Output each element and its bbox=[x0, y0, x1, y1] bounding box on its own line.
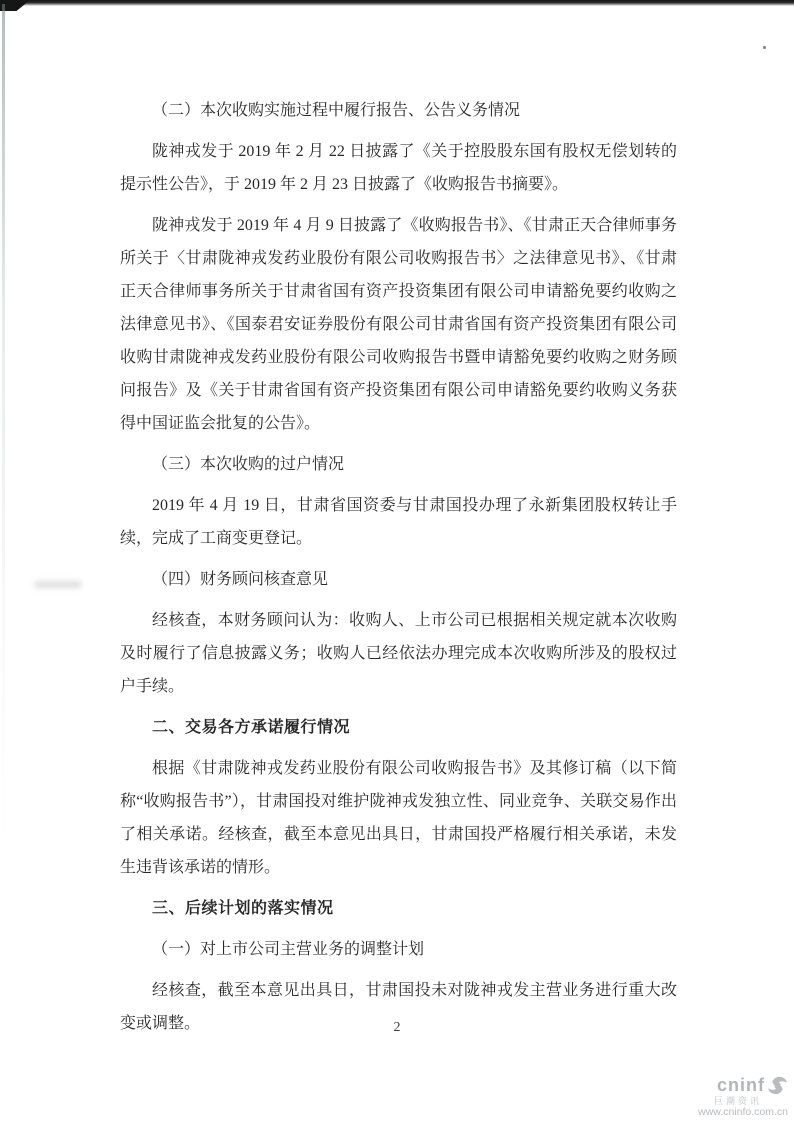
section-heading-1: （一）对上市公司主营业务的调整计划 bbox=[152, 941, 425, 958]
page-number: 2 bbox=[393, 1020, 401, 1035]
chapter-heading-3: 三、后续计划的落实情况 bbox=[152, 900, 334, 917]
cninfo-brand-chinese: 巨潮资讯 bbox=[713, 1096, 762, 1106]
scan-top-edge bbox=[0, 0, 794, 6]
paragraph: 2019 年 4 月 19 日，甘肃省国资委与甘肃国投办理了永新集团股权转让手续，完成了工商变更登记。 bbox=[120, 497, 677, 547]
paragraph: 根据《甘肃陇神戎发药业股份有限公司收购报告书》及其修订稿（以下简称“收购报告书”），甘肃国投对维护陇神戎发独立性、同业竞争、关联交易作出了相关承诺。经核查，截至本意见出具日，甘肃国投严格履行相关承诺，未发生违背该承诺的情形。 bbox=[120, 760, 677, 876]
cninfo-swirl-icon bbox=[767, 1075, 788, 1096]
cninfo-url: www.cninfo.com.cn bbox=[698, 1106, 788, 1119]
paragraph: 陇神戎发于 2019 年 4 月 9 日披露了《收购报告书》、《甘肃正天合律师事务所关于〈甘肃陇神戎发药业股份有限公司收购报告书〉之法律意见书》、《甘肃正天合律师事务所关于甘肃省国有资产投资集团有限公司申请豁免要约收购之法律意见书》、《国泰君安证券股份有限公司甘肃省国有资产投资集团有限公司收购甘肃陇神戎发药业股份有限公司收购报告书暨申请豁免要约收购之财务顾问报告》及《关于甘肃省国有资产投资集团有限公司申请豁免要约收购义务获得中国证监会批复的公告》。 bbox=[120, 217, 677, 432]
section-heading-4: （四）财务顾问核查意见 bbox=[152, 571, 329, 588]
paragraph: 经核查，本财务顾问认为：收购人、上市公司已根据相关规定就本次收购及时履行了信息披露义务；收购人已经依法办理完成本次收购所涉及的股权过户手续。 bbox=[120, 612, 677, 695]
document-content bbox=[120, 94, 677, 1040]
scan-smudge bbox=[34, 581, 82, 588]
cninfo-logo bbox=[698, 1075, 788, 1118]
cninfo-brand-text: cninf bbox=[717, 1075, 765, 1096]
scan-speck bbox=[763, 46, 766, 49]
scan-left-edge bbox=[2, 4, 5, 844]
paragraph: 陇神戎发于 2019 年 2 月 22 日披露了《关于控股股东国有股权无偿划转的提示性公告》，于 2019 年 2 月 23 日披露了《收购报告书摘要》。 bbox=[120, 143, 677, 193]
section-heading-2: （二）本次收购实施过程中履行报告、公告义务情况 bbox=[152, 102, 521, 119]
section-heading-3: （三）本次收购的过户情况 bbox=[152, 456, 345, 473]
cninfo-logo-row bbox=[698, 1075, 788, 1096]
chapter-heading-2: 二、交易各方承诺履行情况 bbox=[152, 719, 351, 736]
paragraph: 经核查，截至本意见出具日，甘肃国投未对陇神戎发主营业务进行重大改变或调整。 bbox=[120, 982, 677, 1032]
